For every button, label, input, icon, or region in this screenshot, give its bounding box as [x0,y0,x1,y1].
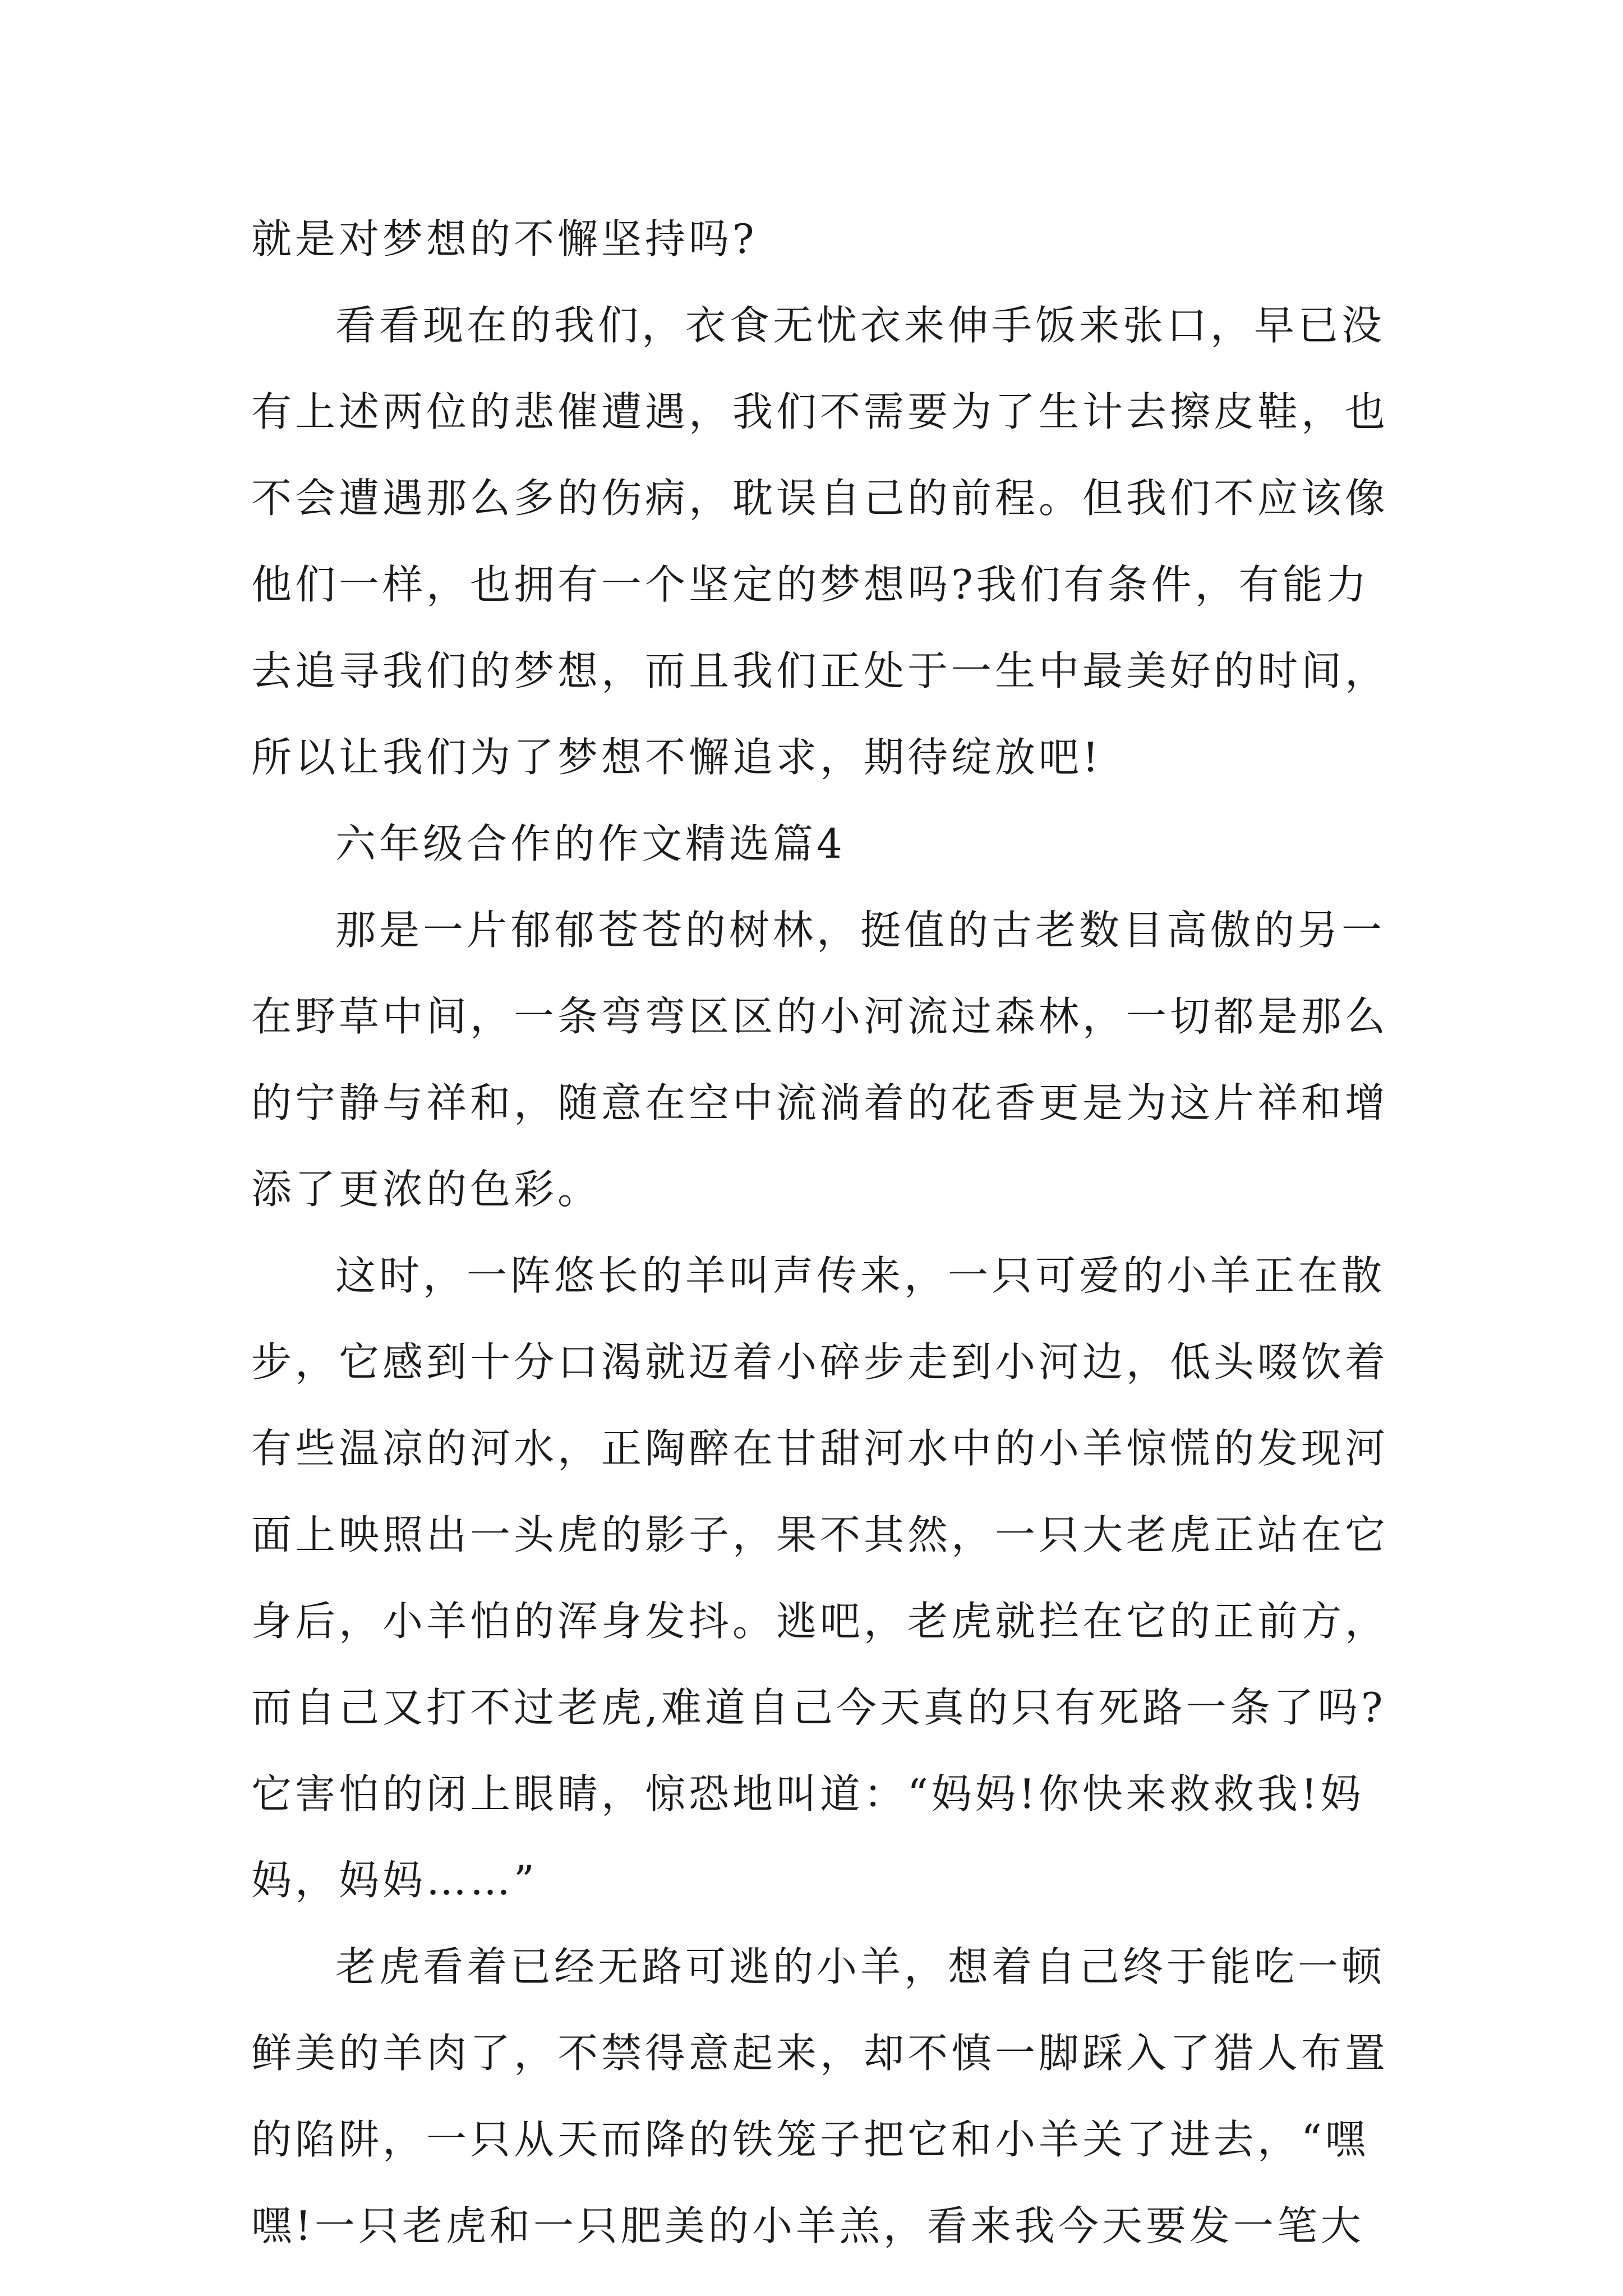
text-line: 看看现在的我们，衣食无忧衣来伸手饭来张口，早已没 [335,302,1386,349]
text-line: 他们一样，也拥有一个坚定的梦想吗?我们有条件，有能力 [251,561,1370,608]
text-line: 的宁静与祥和，随意在空中流淌着的花香更是为这片祥和增 [251,1079,1389,1126]
text-line: 不会遭遇那么多的伤病，耽误自己的前程。但我们不应该像 [251,475,1389,522]
section-heading: 六年级合作的作文精选篇4 [335,820,846,867]
text-line: 的陷阱，一只从天而降的铁笼子把它和小羊关了进去，“嘿 [251,2116,1369,2163]
text-line: 有上述两位的悲催遭遇，我们不需要为了生计去擦皮鞋，也 [251,388,1389,435]
text-line: 面上映照出一头虎的影子，果不其然，一只大老虎正站在它 [251,1511,1389,1558]
text-line: 就是对梦想的不懈坚持吗? [251,215,758,263]
text-line: 添了更浓的色彩。 [251,1166,602,1213]
text-line: 有些温凉的河水，正陶醉在甘甜河水中的小羊惊慌的发现河 [251,1425,1389,1472]
text-line: 鲜美的羊肉了，不禁得意起来，却不慎一脚踩入了猎人布置 [251,2030,1389,2077]
text-line: 老虎看着已经无路可逃的小羊，想着自己终于能吃一顿 [335,1943,1386,1990]
text-line: 身后，小羊怕的浑身发抖。逃吧，老虎就拦在它的正前方， [251,1598,1389,1645]
text-line: 步，它感到十分口渴就迈着小碎步走到小河边，低头啜饮着 [251,1338,1389,1386]
text-line: 去追寻我们的梦想，而且我们正处于一生中最美好的时间， [251,647,1389,694]
text-line: 它害怕的闭上眼睛，惊恐地叫道：“妈妈!你快来救救我!妈 [251,1770,1364,1818]
text-line: 那是一片郁郁苍苍的树林，挺值的古老数目高傲的另一 [335,907,1386,954]
text-line: 这时，一阵悠长的羊叫声传来，一只可爱的小羊正在散 [335,1252,1386,1299]
text-line: 所以让我们为了梦想不懈追求，期待绽放吧! [251,734,1102,781]
text-line: 妈，妈妈……” [251,1857,538,1904]
text-line: 嘿!一只老虎和一只肥美的小羊羔，看来我今天要发一笔大 [251,2202,1364,2249]
text-line: 在野草中间，一条弯弯区区的小河流过森林，一切都是那么 [251,993,1389,1040]
text-line: 而自己又打不过老虎,难道自己今天真的只有死路一条了吗? [251,1684,1386,1731]
